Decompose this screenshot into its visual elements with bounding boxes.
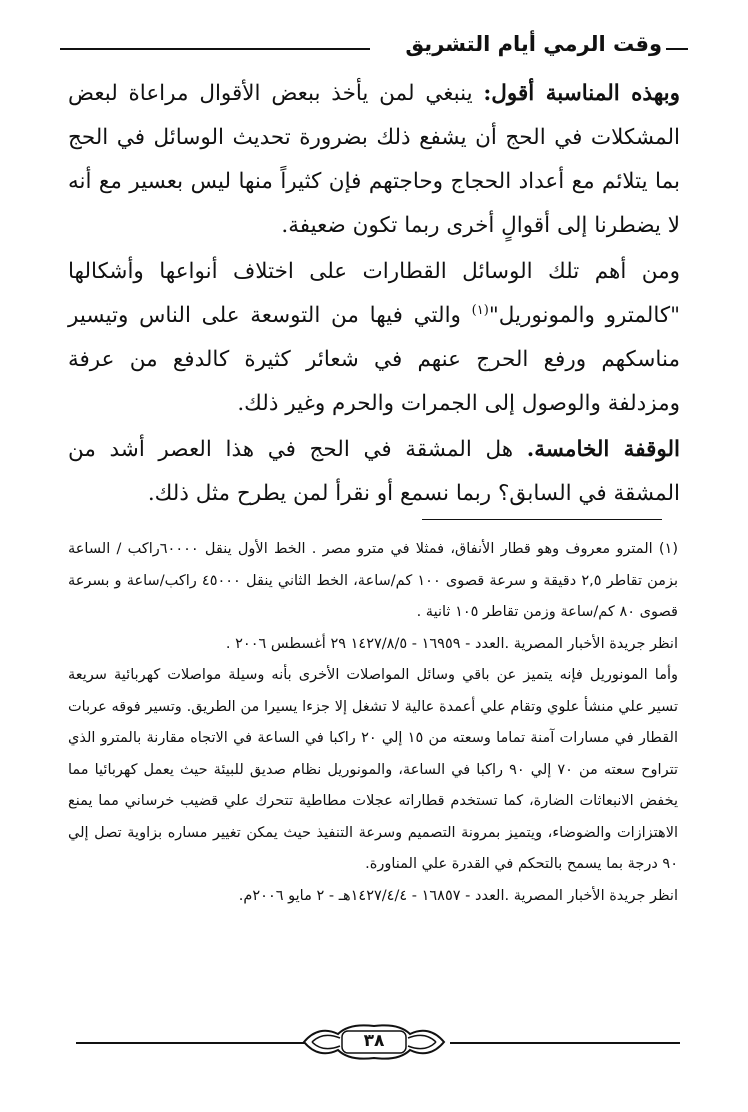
footer-rule-left [76, 1042, 308, 1044]
paragraph-1-text: ينبغي لمن يأخذ ببعض الأقوال مراعاة لبعض المشكلات في الحج أن يشفع ذلك بضرورة تحديث الوسائل في الحج بما يتلائم مع أعداد الحجاج وحاجتهم فإن كثيراً منها ليس بعسير مع أنه لا يضطرنا إلى أقوالٍ أخرى ربما تكون ضعيفة. [68, 81, 680, 238]
paragraph-3-lead: الوقفة الخامسة. [526, 437, 680, 462]
footnote-monorail: وأما المونوريل فإنه يتميز عن باقي وسائل المواصلات الأخرى بأنه وسيلة مواصلات كهربائية سريعة تسير علي منشأ علوي وتقام علي أعمدة عالية لا تشغل إلا جزءا يسيرا من الطريق. وتسير فوقه عربات القطار في مسارات آمنة تماما وسعته من ١٥ إلي ٢٠ راكبا في الساعة في الاتجاه مقارنة بالمترو الذي تتراوح سعته من ٧٠ إلي ٩٠ راكبا في الساعة، والمونوريل نظام صديق للبيئة حيث يعمل كهربائيا مما يخفض الانبعاثات الضارة، كما تستخدم قطاراته عجلات مطاطية تتحرك علي قضيب خرساني مما يمنع الاهتزازات والضوضاء، ويتميز بمرونة التصميم وسرعة التنفيذ حيث يمكن تغيير مساره بزاوية تصل إلي ٩٠ درجة بما يسمح بالتحكم في القدرة علي المناورة. [68, 667, 678, 872]
header-title: وقت الرمي أيام التشريق [405, 32, 662, 56]
footer-rule-right [450, 1042, 680, 1044]
header-rule [60, 48, 370, 50]
footnote-separator [422, 519, 662, 520]
running-header [60, 28, 688, 64]
paragraph-2-text-b: والتي فيها من التوسعة على الناس وتيسير مناسكهم ورفع الحرج عنهم في شعائر كثيرة كالدفع من عرفة ومزدلفة والوصول إلى الجمرات والحرم وغير ذلك. [68, 303, 680, 416]
paragraph-3-text: هل المشقة في الحج في هذا العصر أشد من المشقة في السابق؟ ربما نسمع أو نقرأ لمن يطرح مثل ذلك. [68, 437, 680, 506]
footnote-source-2: انظر جريدة الأخبار المصرية .العدد - ١٦٨٥٧ - ١٤٢٧/٤/٤هـ - ٢ مايو ٢٠٠٦م. [238, 887, 678, 904]
page-footer [68, 1022, 680, 1062]
footnotes [68, 534, 678, 912]
paragraph-2 [68, 250, 680, 426]
paragraph-1 [68, 72, 680, 248]
page-number: ٣٨ [363, 1031, 385, 1051]
header-dash [666, 48, 688, 50]
paragraph-3 [68, 428, 680, 516]
footnote-marker: (١) [471, 302, 489, 318]
footnote-source-1: انظر جريدة الأخبار المصرية .العدد - ١٦٩٥٩ - ١٤٢٧/٨/٥ ٢٩ أغسطس ٢٠٠٦ . [225, 635, 678, 652]
paragraph-1-lead: وبهذه المناسبة أقول: [483, 81, 680, 106]
main-text [68, 72, 680, 516]
footnote-1: (١) المترو معروف وهو قطار الأنفاق، فمثلا في مترو مصر . الخط الأول ينقل ٦٠٠٠٠راكب / الساعة بزمن تقاطر ٢,٥ دقيقة و سرعة قصوى ١٠٠ كم/ساعة، الخط الثاني ينقل ٤٥٠٠٠ راكب/ساعة و بسرعة قصوى ٨٠ كم/ساعة وزمن تقاطر ١٠٥ ثانية . [68, 541, 678, 620]
paragraph-2-text-a: ومن أهم تلك الوسائل القطارات على اختلاف أنواعها وأشكالها "كالمترو والمونوريل" [68, 259, 681, 328]
